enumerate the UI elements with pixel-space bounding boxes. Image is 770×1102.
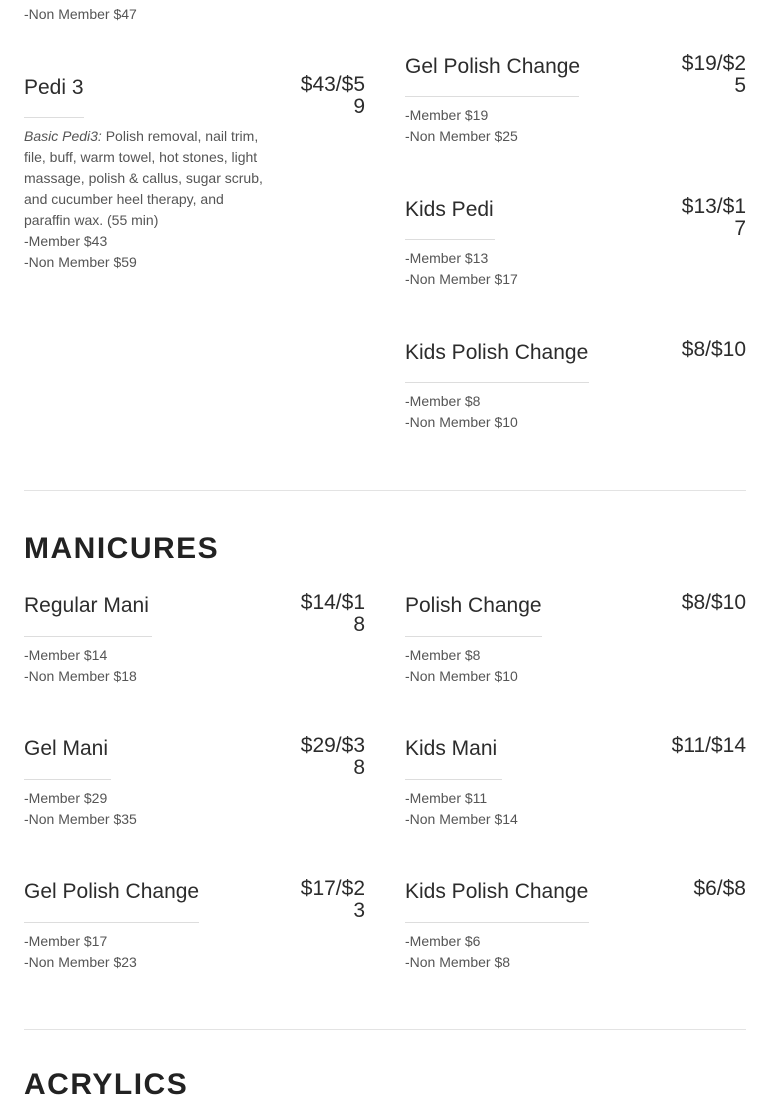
member-price: -Member $17 xyxy=(24,933,108,949)
non-member-price: -Non Member $18 xyxy=(24,668,137,684)
service-description xyxy=(24,126,264,231)
service-price: $13/$17 xyxy=(681,195,746,240)
partial-non-member-price: -Non Member $47 xyxy=(24,6,137,22)
member-price: -Member $14 xyxy=(24,647,108,663)
service-price: $11/$14 xyxy=(671,734,746,757)
member-price: -Member $19 xyxy=(405,107,489,123)
non-member-price: -Non Member $17 xyxy=(405,271,518,287)
member-price: -Member $29 xyxy=(24,790,108,806)
member-price: -Member $6 xyxy=(405,933,481,949)
service-name: Kids Polish Change xyxy=(405,341,589,364)
divider xyxy=(24,779,111,780)
member-price: -Member $8 xyxy=(405,647,481,663)
non-member-price: -Non Member $35 xyxy=(24,811,137,827)
divider xyxy=(24,922,199,923)
divider xyxy=(405,636,542,637)
divider xyxy=(405,239,495,240)
service-name: Gel Mani xyxy=(24,737,109,760)
section-title-manicures: MANICURES xyxy=(24,532,220,565)
non-member-price: -Non Member $10 xyxy=(405,668,518,684)
service-name: Polish Change xyxy=(405,594,542,617)
non-member-price: -Non Member $8 xyxy=(405,954,511,970)
section-divider xyxy=(24,490,746,491)
service-price: $19/$25 xyxy=(681,52,746,97)
divider xyxy=(405,922,589,923)
description-label: Basic Pedi3: xyxy=(24,128,102,144)
service-name: Kids Mani xyxy=(405,737,498,760)
service-name: Pedi 3 xyxy=(24,76,84,99)
member-price: -Member $43 xyxy=(24,233,108,249)
service-name: Kids Polish Change xyxy=(405,880,589,903)
non-member-price: -Non Member $14 xyxy=(405,811,518,827)
non-member-price: -Non Member $23 xyxy=(24,954,137,970)
divider xyxy=(405,779,502,780)
divider xyxy=(405,382,589,383)
divider xyxy=(405,96,579,97)
service-price: $43/$59 xyxy=(300,73,365,118)
service-price: $8/$10 xyxy=(681,591,746,614)
service-price: $17/$23 xyxy=(300,877,365,922)
service-name: Gel Polish Change xyxy=(405,55,581,78)
service-name: Kids Pedi xyxy=(405,198,494,221)
service-price: $6/$8 xyxy=(693,877,746,900)
member-price: -Member $11 xyxy=(405,790,488,806)
divider xyxy=(24,117,84,118)
member-price: -Member $8 xyxy=(405,393,481,409)
divider xyxy=(24,636,152,637)
description-text: Polish removal, nail trim, file, buff, warm towel, hot stones, light massage, polish & callus, sugar scrub, and cucumber heel therapy, and paraffin wax. (55 min) xyxy=(24,128,263,228)
service-name: Gel Polish Change xyxy=(24,880,200,903)
service-price: $14/$18 xyxy=(300,591,365,636)
service-price: $8/$10 xyxy=(681,338,746,361)
non-member-price: -Non Member $59 xyxy=(24,254,137,270)
non-member-price: -Non Member $25 xyxy=(405,128,518,144)
member-price: -Member $13 xyxy=(405,250,489,266)
non-member-price: -Non Member $10 xyxy=(405,414,518,430)
service-name: Regular Mani xyxy=(24,594,149,617)
section-divider xyxy=(24,1029,746,1030)
section-title-acrylics: ACRYLICS xyxy=(24,1068,189,1101)
service-price: $29/$38 xyxy=(300,734,365,779)
